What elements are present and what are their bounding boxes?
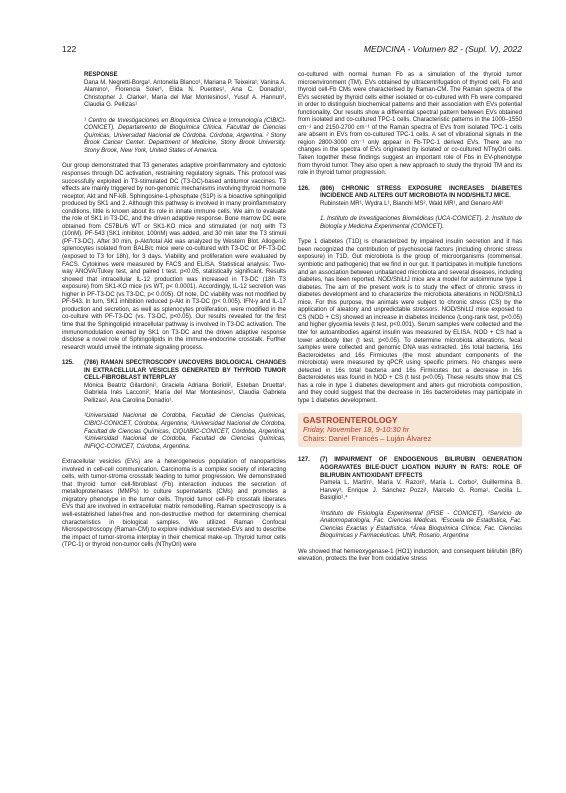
abstract-126-meta bbox=[298, 201, 522, 232]
abstract-125-heading bbox=[62, 360, 286, 383]
abstract-body: Extracellular vesicles (EVs) are a heterogeneous population of nanoparticles involved in cell-cell communication. Carcinoma is a complex society of interacting cells, with tumor-stroma crosstalk leading to tumor progression. We demonstrated that thyroid tumor cell-fibroblast (Fb) interaction induces the secretion of metalloproteinases (MMPs) to culture supernatants (CMs) and promotes a migratory phenotype in the tumor cells. Thyroid tumor cell-Fb crosstalk liberates EVs that are involved in extracellular matrix remodelling. Raman spectroscopy is a well-established label-free and non-destructive method for determining chemical characteristics in biological samples. We utilized Raman Confocal Microspectroscopy (Raman-CM) to explore individual secreted-EVs and to describe the impact of tumor-stroma interplay in their chemical make-up. Thyroid tumor cells (TPC-1) or thyroid non-tumor cells (NThyOri) were bbox=[62, 459, 286, 549]
abstract-124-continuation bbox=[62, 72, 286, 155]
abstract-title: (806) CHRONIC STRESS EXPOSURE INCREASES DIABETES INCIDENCE AND ALTERS GUT MICROBIOTA IN NOD/SHILTJ MICE. bbox=[320, 185, 522, 200]
right-column bbox=[298, 72, 522, 572]
abstract-body: Our group demonstrated that T3 generates adaptive proinflammatory and cytotoxic responses through DC activation, restraining regulatory signals. This protocol was successfully exploited in T3-stimulated DC (T3-DC)-based antitumor vaccines. T3 effects are mainly triggered by non-genomic mechanisms involving thyroid hormone receptor, Akt and NF-kB. Sphingosine-1-phosphate (S1P) is a bioactive sphingolipid produced by SK1 and 2. Although this pathway is involved in many proinflammatory conditions, little is known about its role in innate immune cells. We aim to evaluate the role of SK1 in T3-DC, and the driven adaptive response. Bone marrow DC were obtained from C57BL/6 WT or SK1-KO mice and stimulated (or not) with T3 (10nM). PF-543 (SK1 inhibitor, 100nM) was added, and 30 min later the T3 stimuli (PF-T3-DC). After 30 min, p-Akt/total Akt was analyzed by Western Blot. Allogenic splenocytes isolated from BALB/c mice were co-cultured with T3-DC or PF-T3-DC (exposed to T3 for 18h), for 3 days. Viability and proliferation were evaluated by FACS. Cytokines were measured by FACS and ELISA. Statistical analysis: Two-way ANOVA/Tukey test, and paired t test. p<0.05, statistically significant. Results showed that intracellular IL-12 production was increased in T3-DC (18h T3 exposure) from SK1-KO mice (vs WT, p< 0.0001). Accordingly, IL-12 secretion was higher in PF-T3-DC (vs T3-DC, p< 0.005). Of note, DC viability was not modified by PF-543. In turn, SK1 inhibition reduced p-Akt in T3-DC (p< 0.005). IFN-γ and IL-17 production and secretion, as well as splenocytes proliferation, were modified in the co-culture with PF-T3-DC (vs. T3-DC, p<0.05). Our results revealed for the first time that the Sphingolipid intracellular pathway is involved in T3-DC activation. The immunomodulation exerted by SK1 on T3-DC and the driven adaptive response disclose a novel role of Sphingolipids in the immune-endocrine crosstalk. Further research would unveil the intimate signaling process. bbox=[62, 163, 286, 351]
abstract-125-meta bbox=[62, 383, 286, 451]
abstract-authors: Dana M. Negretti-Borga¹, Antonella Blanco¹, Mariana P. Teixeira¹, Vanina A. Alamino¹, Florencia Soler¹, Elida N. Puentes¹, Ana C. Donadío¹, Christopher J. Clarke², María del Mar Montesinos¹, Yusuf A. Hannun², Claudia G. Pellizas¹ bbox=[84, 79, 286, 109]
abstract-affiliations: ¹Instituto de Fisiología Experimental (IFISE - CONICET), ²Servicio de Anatomopatología, Fac. Ciencias Médicas. ³Escuela de Estadística, Fac. Ciencias Exactas y Estadística. ⁴Área Bioquímica Clínica; Fac. Ciencias Bioquímicas y Farmacéuticas. UNR, Rosario, Argentina bbox=[320, 510, 522, 540]
page-header bbox=[62, 44, 522, 58]
journal-title: MEDICINA - Volumen 82 - (Supl. V), 2022 bbox=[363, 44, 522, 54]
abstract-title: (7) IMPAIRMENT OF ENDOGENOUS BILIRUBIN GENERATION AGGRAVATES BILE-DUCT LIGATION INJURY IN RATS: ROLE OF BILIRUBIN ANTIOXIDANT EFFECTS bbox=[320, 457, 522, 479]
abstract-number: 127. bbox=[298, 457, 310, 464]
session-chairs: Chairs: Daniel Francés – Luján Álvarez bbox=[303, 434, 432, 444]
session-date: Friday, November 18, 9-10:30 hr bbox=[303, 425, 410, 435]
abstract-affiliations: ¹ Centro de Investigaciones en Bioquímica Clínica e Inmunología (CIBICI-CONICET). Departamento de Bioquímica Clínica. Facultad de Ciencias Químicas, Universidad Nacional de Córdoba. Córdoba, Argentina. ² Stony Brook Cancer Center. Department of Medicine, Stony Brook University. Stony Brook, New York, United States of America. bbox=[84, 117, 286, 154]
abstract-authors: Rubinstein MR¹, Wydra L¹, Bianchi MS², Wald MR¹, and Genaro AM¹ bbox=[320, 200, 504, 207]
page-number: 122 bbox=[62, 44, 77, 54]
abstract-number: 125. bbox=[62, 360, 74, 367]
abstract-authors: Mónica Beatriz Gilardoni¹, Graciela Adriana Borioli², Esteban Druetta³, Gabriela Inés Lacconi², María del Mar Montesinos¹, Claudia Gabriela Pellizas¹, Ana Carolina Donadío¹. bbox=[84, 382, 286, 404]
abstract-title: (786) RAMAN SPECTROSCOPY UNCOVERS BIOLOGICAL CHANGES IN EXTRACELLULAR VESICLES GENERATED BY THYROID TUMOR CELL-FIBROBLAST INTERPLAY bbox=[84, 360, 286, 382]
abstract-affiliations: ¹Universidad Nacional de Córdoba, Facultad de Ciencias Químicas, CIBICI-CONICET, Córdoba, Argentina; ²Universidad Nacional de Córdoba, Facultad de Ciencias Químicas, CIQUIBIC-CONICET, Córdoba, Argentina; ³Universidad Nacional de Córdoba, Facultad de Ciencias Químicas, INFIQC-CONICET, Córdoba, Argentina. bbox=[84, 413, 286, 450]
abstract-authors: Pamela L. Martín¹, María V. Razori¹, María L. Corbo², Guillermina B. Harvey³, Enrique J. Sánchez Pozzi¹, Marcelo G. Roma¹, Cecilia L. Basiglio¹,⁴ bbox=[320, 480, 522, 502]
session-title: GASTROENTEROLOGY bbox=[303, 415, 398, 426]
abstract-body: Type 1 diabetes (T1D) is characterized by impaired insulin secretion and it has been recognized the contribution of psychosocial factors (including chronic stress exposure) in T1D. Gut microbiota is the group of microorganisms (commensal, symbiotic and pathogenic) that we find in our gut. It participates in multiple functions and an association between unbalanced microbiota and several diseases, including diabetes, has been reported. NOD/ShiLtJ mice are a model for autoimmune type 1 diabetes. The aim of the present work is to study the effect of chronic stress in diabetes development and to characterize the microbiota alterations in NOD/ShiLtJ mice. For this purpose, the animals were subject to chronic stress (CS) by the application of aleatory and unpredictable stressors. NOD/ShiLtJ mice exposed to CS (NOD + CS) showed an increase in diabetes incidence (Long-rank test, p<0.05) and higher glycemia levels (t test, p<0.001). Serum samples were collected and the titer for autoantibodies against insulin was measured by ELISA. NOD + CS had a lower antibody titer (t test, p<0.05). To determine microbiota alterations, fecal samples were collected and genomic DNA was extracted. 16s total bacteria, 16s Bacteroidetes and 16s Firmicutes (the most abundant components of the microbiota) were measured by qPCR using specific primers. No changes were detected in 16s total bacteria and 16s Firmicutes but a decrease in 16s Bacteroidetes was found in NOD + CS (t test p<0.05). These results show that CS has a role in type 1 diabetes development and alters gut microbiota composition, and they could suggest that the decrease in 16s bacteroidetes may participate in type 1 diabetes development. bbox=[298, 239, 522, 404]
abstract-number: 126. bbox=[298, 185, 310, 192]
session-banner bbox=[298, 413, 522, 447]
abstract-body: co-cultured with normal human Fb as a simulation of the thyroid tumor microenvironment (TM). EVs obtained by ultracentrifugation of thyroid cell, Fb and thyroid cell-Fb CMs were characterised by Raman-CM. The Raman spectra of the EVs secreted by thyroid cells either isolated or co-cultured with Fb were compared in order to distinguish biochemical patterns and their association with EVs potential functionality. Our results show a differential spectral pattern between EVs obtained from isolated and co-cultured TPC-1 cells. Characteristic patterns in the 1000–1550 cm⁻¹ and 2150-2700 cm⁻¹ of the Raman spectra of EVs from isolated TPC-1 cells are absent in EVs from co-cultured TPC-1 cells. A set of vibrational signals in the region 2800-3000 cm⁻¹ only appear in Fb-TPC-1 derived EVs. There are no changes in the spectra of EVs originated by isolated or co-cultured NThyOri cells. Taken together these findings suggest an important role of Fbs in EV-phenotype from thyroid tumor. They also open a new approach to study the thyroid TM and its role in thyroid tumor progression. bbox=[298, 72, 522, 177]
abstract-body: We showed that hemeoxygenase-1 (HO1) induction, and consequent bilirubin (BR) elevation, protects the liver from oxidative stress bbox=[298, 548, 522, 563]
abstract-title-tail: RESPONSE bbox=[84, 72, 118, 78]
left-column bbox=[62, 72, 286, 558]
abstract-127-meta bbox=[298, 480, 522, 541]
abstract-127-heading bbox=[298, 457, 522, 480]
abstract-126-heading bbox=[298, 186, 522, 201]
abstract-affiliations: 1. Instituto de Investigaciones Biomédicas (UCA-CONICET). 2. Instituto de Biología y Medicina Experimental (CONICET). bbox=[320, 216, 522, 230]
